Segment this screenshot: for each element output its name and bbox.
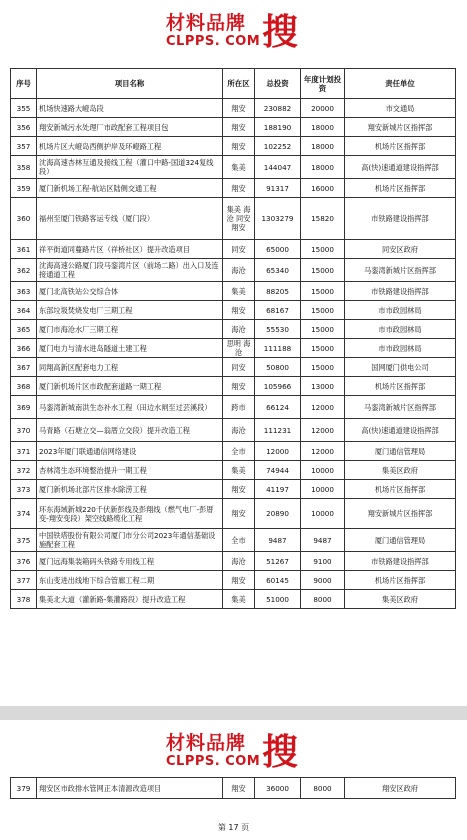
row-annual-investment: 10000 <box>301 461 345 480</box>
col-header-unit: 责任单位 <box>345 69 456 99</box>
row-total-investment: 88205 <box>255 282 301 301</box>
row-district: 集美 <box>223 461 255 480</box>
row-district: 翔安 <box>223 179 255 198</box>
table-row <box>11 499 456 529</box>
table-row <box>11 118 456 137</box>
col-header-annual: 年度计划投资 <box>301 69 345 99</box>
row-project-name: 沈海高速杏林互通及接线工程（灌口中路-国道324复线段） <box>37 156 223 179</box>
row-responsible-unit: 市铁路建设指挥部 <box>345 552 456 571</box>
row-index: 374 <box>11 499 37 529</box>
row-total-investment: 66124 <box>255 396 301 419</box>
row-total-investment: 230882 <box>255 99 301 118</box>
row-total-investment: 41197 <box>255 480 301 499</box>
col-header-index: 序号 <box>11 69 37 99</box>
row-total-investment: 74944 <box>255 461 301 480</box>
row-annual-investment: 12000 <box>301 419 345 442</box>
row-project-name: 厦门新机场工程-航站区陆侧交通工程 <box>37 179 223 198</box>
row-district: 跨市 <box>223 396 255 419</box>
row-responsible-unit: 同安区政府 <box>345 240 456 259</box>
project-table <box>10 68 456 609</box>
row-total-investment: 9487 <box>255 529 301 552</box>
row-index: 361 <box>11 240 37 259</box>
row-project-name: 马青路（石塘立交—翁厝立交段）提升改造工程 <box>37 419 223 442</box>
row-responsible-unit: 马銮湾新城片区指挥部 <box>345 396 456 419</box>
row-project-name: 东部垃圾焚烧发电厂三期工程 <box>37 301 223 320</box>
table-row <box>11 198 456 240</box>
row-project-name: 厦门新机场片区市政配套道路一期工程 <box>37 377 223 396</box>
row-index: 366 <box>11 339 37 358</box>
table-row <box>11 377 456 396</box>
table-row <box>11 590 456 609</box>
table-row <box>11 156 456 179</box>
page-number: 第 17 页 <box>217 823 250 832</box>
row-annual-investment: 15000 <box>301 339 345 358</box>
row-total-investment: 12000 <box>255 442 301 461</box>
row-district: 翔安 <box>223 137 255 156</box>
row-total-investment: 65340 <box>255 259 301 282</box>
row-responsible-unit: 厦门通信管理局 <box>345 442 456 461</box>
row-index: 376 <box>11 552 37 571</box>
row-annual-investment: 9100 <box>301 552 345 571</box>
row-index: 355 <box>11 99 37 118</box>
row-responsible-unit: 翔安新城片区指挥部 <box>345 118 456 137</box>
row-index: 375 <box>11 529 37 552</box>
row-project-name: 厦门远海集装箱码头铁路专用线工程 <box>37 552 223 571</box>
table-header-row <box>11 69 456 99</box>
table-row <box>11 461 456 480</box>
row-annual-investment: 13000 <box>301 377 345 396</box>
row-index: 373 <box>11 480 37 499</box>
row-index: 377 <box>11 571 37 590</box>
col-header-district: 所在区 <box>223 69 255 99</box>
table-row <box>11 282 456 301</box>
row-annual-investment: 15000 <box>301 259 345 282</box>
logo-cn-text: 材料品牌 <box>166 12 247 34</box>
table-row <box>11 396 456 419</box>
row-project-name: 同翔高新区配套电力工程 <box>37 358 223 377</box>
row-annual-investment: 15000 <box>301 240 345 259</box>
row-annual-investment: 15000 <box>301 358 345 377</box>
row-responsible-unit: 高(快)速通道建设指挥部 <box>345 419 456 442</box>
row-total-investment: 188190 <box>255 118 301 137</box>
row-district: 集美 <box>223 590 255 609</box>
row-total-investment: 20890 <box>255 499 301 529</box>
row-index: 372 <box>11 461 37 480</box>
site-logo <box>0 4 467 60</box>
row-total-investment: 50800 <box>255 358 301 377</box>
row-district: 海沧 <box>223 259 255 282</box>
row-district: 同安 <box>223 358 255 377</box>
logo-search-glyph: 搜 <box>262 11 299 53</box>
row-district: 海沧 <box>223 552 255 571</box>
row-district: 翔安 <box>223 480 255 499</box>
table-row <box>11 301 456 320</box>
row-index: 357 <box>11 137 37 156</box>
row-annual-investment: 15000 <box>301 282 345 301</box>
row-district: 集美 海沧 同安 翔安 <box>223 198 255 240</box>
row-index: 358 <box>11 156 37 179</box>
row-project-name: 厦门北高铁站公交综合体 <box>37 282 223 301</box>
row-annual-investment: 16000 <box>301 179 345 198</box>
row-total-investment: 102252 <box>255 137 301 156</box>
row-total-investment: 51000 <box>255 590 301 609</box>
row-project-name: 厦门新机场北部片区排水除涝工程 <box>37 480 223 499</box>
table-row <box>11 137 456 156</box>
table-row <box>11 339 456 358</box>
table-row <box>11 571 456 590</box>
row-project-name: 翔安新城污水处理厂市政配套工程项目包 <box>37 118 223 137</box>
row-total-investment: 55530 <box>255 320 301 339</box>
row-total-investment: 105966 <box>255 377 301 396</box>
row-district: 集美 <box>223 282 255 301</box>
row-total-investment: 51267 <box>255 552 301 571</box>
page-separator <box>0 706 467 720</box>
row-index: 360 <box>11 198 37 240</box>
row-annual-investment: 18000 <box>301 156 345 179</box>
row-project-name: 福州至厦门铁路客运专线（厦门段） <box>37 198 223 240</box>
row-index: 370 <box>11 419 37 442</box>
row-annual-investment: 15000 <box>301 301 345 320</box>
row-responsible-unit: 市铁路建设指挥部 <box>345 282 456 301</box>
row-district: 海沧 <box>223 320 255 339</box>
row-annual-investment: 15820 <box>301 198 345 240</box>
row-project-name: 2023年厦门联通通信网络建设 <box>37 442 223 461</box>
row-project-name: 祥平街道同蔓路片区（祥桥社区）提升改造项目 <box>37 240 223 259</box>
row-total-investment: 111188 <box>255 339 301 358</box>
row-index: 379 <box>11 778 37 799</box>
row-annual-investment: 9000 <box>301 571 345 590</box>
table-row <box>11 552 456 571</box>
col-header-total: 总投资 <box>255 69 301 99</box>
row-project-name: 杏林湾生态环境整治提升一期工程 <box>37 461 223 480</box>
row-responsible-unit: 机场片区指挥部 <box>345 179 456 198</box>
row-total-investment: 36000 <box>255 778 301 799</box>
row-annual-investment: 8000 <box>301 778 345 799</box>
logo-cn-text: 材料品牌 <box>166 732 247 754</box>
row-total-investment: 111231 <box>255 419 301 442</box>
row-responsible-unit: 集美区政府 <box>345 590 456 609</box>
row-responsible-unit: 市市政园林局 <box>345 320 456 339</box>
table-row <box>11 240 456 259</box>
row-responsible-unit: 机场片区指挥部 <box>345 480 456 499</box>
row-index: 359 <box>11 179 37 198</box>
row-responsible-unit: 市铁路建设指挥部 <box>345 198 456 240</box>
row-annual-investment: 8000 <box>301 590 345 609</box>
row-project-name: 马銮湾新城南洪生态补水工程（田边水闸至过芸溪段） <box>37 396 223 419</box>
row-project-name: 集美北大道（灌新路-集灌路段）提升改造工程 <box>37 590 223 609</box>
table-row <box>11 419 456 442</box>
row-responsible-unit: 市市政园林局 <box>345 339 456 358</box>
row-index: 356 <box>11 118 37 137</box>
row-index: 363 <box>11 282 37 301</box>
row-annual-investment: 9487 <box>301 529 345 552</box>
table-row <box>11 259 456 282</box>
row-total-investment: 60145 <box>255 571 301 590</box>
table-row <box>11 480 456 499</box>
row-index: 364 <box>11 301 37 320</box>
table-row <box>11 529 456 552</box>
table-row <box>11 442 456 461</box>
row-index: 368 <box>11 377 37 396</box>
row-index: 371 <box>11 442 37 461</box>
row-project-name: 机场快速路大嶝岛段 <box>37 99 223 118</box>
row-district: 翔安 <box>223 118 255 137</box>
row-index: 369 <box>11 396 37 419</box>
col-header-name: 项目名称 <box>37 69 223 99</box>
row-responsible-unit: 市市政园林局 <box>345 301 456 320</box>
table-row <box>11 778 456 799</box>
row-district: 全市 <box>223 529 255 552</box>
table-row <box>11 358 456 377</box>
row-total-investment: 91317 <box>255 179 301 198</box>
row-project-name: 环东海域新城220千伏新彭线及彭翔线（燃气电厂-彭厝变-翔安变段）架空线路缆化工程 <box>37 499 223 529</box>
row-responsible-unit: 翔安区政府 <box>345 778 456 799</box>
row-project-name: 翔安区市政排水管网正本清源改造项目 <box>37 778 223 799</box>
row-project-name: 沈海高速公路厦门段马銮湾片区（前场二路）出入口及连接通道工程 <box>37 259 223 282</box>
row-project-name: 厦门电力与清水进岛隧道土建工程 <box>37 339 223 358</box>
row-responsible-unit: 机场片区指挥部 <box>345 377 456 396</box>
row-annual-investment: 20000 <box>301 99 345 118</box>
row-project-name: 东山变进出线地下综合管廊工程二期 <box>37 571 223 590</box>
logo-en-text: CLPPS. COM <box>166 754 261 769</box>
row-responsible-unit: 厦门通信管理局 <box>345 529 456 552</box>
row-district: 翔安 <box>223 778 255 799</box>
row-responsible-unit: 机场片区指挥部 <box>345 137 456 156</box>
row-district: 翔安 <box>223 99 255 118</box>
row-district: 思明 海沧 <box>223 339 255 358</box>
row-responsible-unit: 市交通局 <box>345 99 456 118</box>
row-total-investment: 1303279 <box>255 198 301 240</box>
row-annual-investment: 10000 <box>301 480 345 499</box>
row-district: 翔安 <box>223 571 255 590</box>
row-annual-investment: 18000 <box>301 137 345 156</box>
row-total-investment: 68167 <box>255 301 301 320</box>
logo-en-text: CLPPS. COM <box>166 34 261 49</box>
row-annual-investment: 12000 <box>301 396 345 419</box>
site-logo-2 <box>0 724 467 780</box>
row-district: 翔安 <box>223 301 255 320</box>
row-responsible-unit: 马銮湾新城片区指挥部 <box>345 259 456 282</box>
row-responsible-unit: 集美区政府 <box>345 461 456 480</box>
row-total-investment: 65000 <box>255 240 301 259</box>
row-annual-investment: 15000 <box>301 320 345 339</box>
table-row <box>11 179 456 198</box>
row-annual-investment: 12000 <box>301 442 345 461</box>
table-row <box>11 99 456 118</box>
row-project-name: 中国铁塔股份有限公司厦门市分公司2023年通信基础设施配套工程 <box>37 529 223 552</box>
row-index: 362 <box>11 259 37 282</box>
row-project-name: 机场片区大嶝岛西侧护岸及环嶝路工程 <box>37 137 223 156</box>
row-district: 同安 <box>223 240 255 259</box>
row-index: 367 <box>11 358 37 377</box>
row-responsible-unit: 国网厦门供电公司 <box>345 358 456 377</box>
row-index: 365 <box>11 320 37 339</box>
row-index: 378 <box>11 590 37 609</box>
row-responsible-unit: 机场片区指挥部 <box>345 571 456 590</box>
logo-search-glyph: 搜 <box>262 731 299 773</box>
row-district: 全市 <box>223 442 255 461</box>
row-district: 翔安 <box>223 499 255 529</box>
row-district: 海沧 <box>223 419 255 442</box>
row-annual-investment: 10000 <box>301 499 345 529</box>
project-table-continued <box>10 777 456 799</box>
row-total-investment: 144047 <box>255 156 301 179</box>
row-project-name: 厦门市海沧水厂三期工程 <box>37 320 223 339</box>
table-row <box>11 320 456 339</box>
row-district: 翔安 <box>223 377 255 396</box>
row-district: 集美 <box>223 156 255 179</box>
row-responsible-unit: 翔安新城片区指挥部 <box>345 499 456 529</box>
row-annual-investment: 18000 <box>301 118 345 137</box>
row-responsible-unit: 高(快)速通道建设指挥部 <box>345 156 456 179</box>
